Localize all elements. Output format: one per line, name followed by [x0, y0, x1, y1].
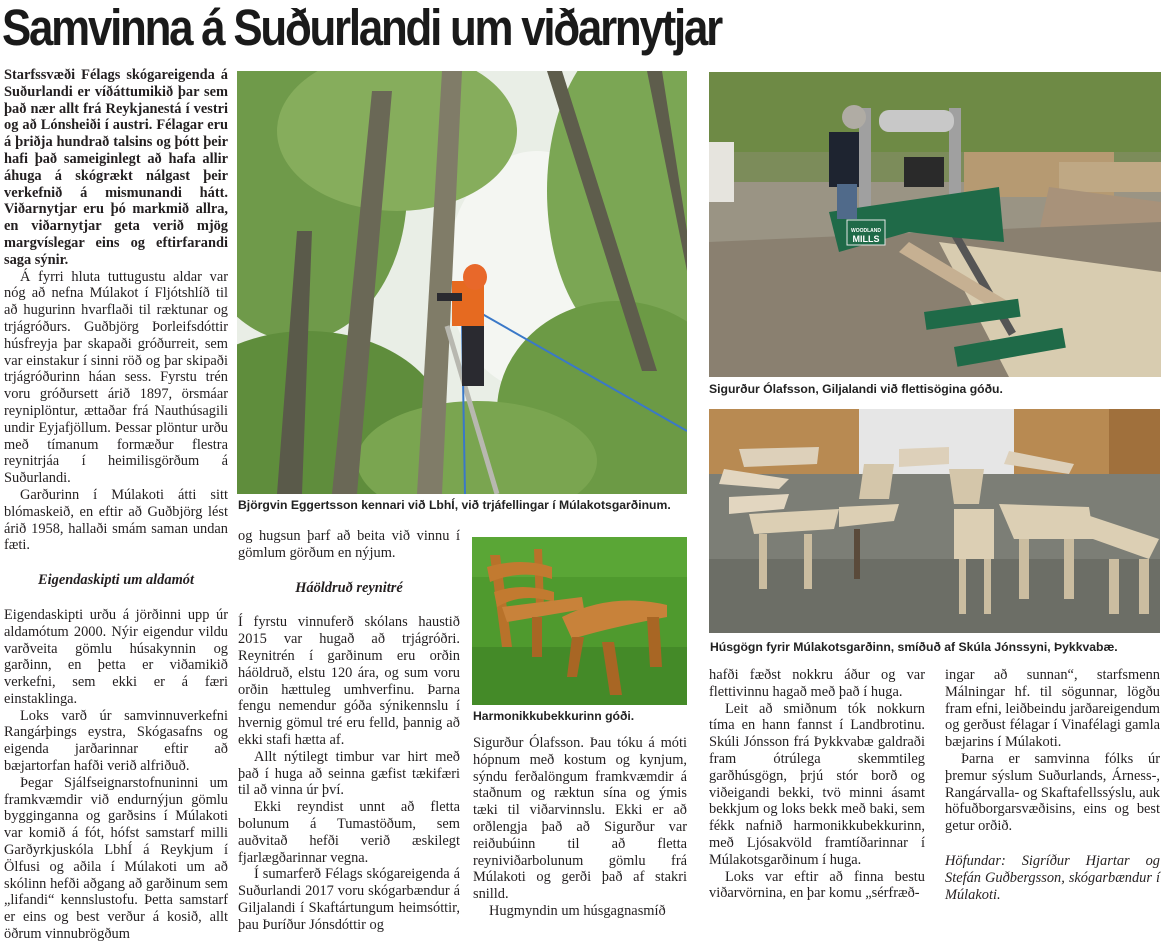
paragraph: Þarna er samvinna fólks úr þremur sýslum Suðurlands, Árness-, Rangárvalla- og Skaftafellssýslu, auk höfuðborgarsvæðisins, eins og best getur orðið.	[945, 750, 1161, 835]
subheading: Háöldruð reynitré	[295, 579, 403, 596]
harmonica-bench-photo	[472, 537, 687, 705]
sawmill-brand: MILLS	[852, 234, 880, 244]
paragraph: hafði fæðst nokkru áður og var flettivinnu hagað með það í huga.	[709, 667, 925, 700]
lead-paragraph: Starfssvæði Félags skógareigenda á Suðurlandi er víðáttumikið þar sem það nær allt frá Reykjanestá í vestri og að Lónsheiði í austri. Félagar eru á þriðja hundrað talsins og þótt þeir hafi það sameiginlegt að hafa allir áhuga á skógrækt nálgast þeir verkefnið á mismunandi hátt. Viðarnytjar eru þó markmið allra, en viðarnytjar geta verið mjög margvíslegar eins og eftirfarandi saga sýnir.	[4, 67, 228, 268]
paragraph: Garðurinn í Múlakoti átti sitt blómaskeið, en eftir að Guðbjörg lést árið 1958, hallaði smám saman undan fæti.	[4, 486, 228, 554]
caption-tree-photo: Björgvin Eggertsson kennari við LbhÍ, við trjáfellingar í Múlakotsgarðinum.	[238, 498, 671, 512]
paragraph: Ekki reyndist unnt að fletta bolunum á Tumastöðum, sem auðvitað hefði verið æskilegt fjarlægðarinnar vegna.	[238, 799, 460, 866]
paragraph: Loks varð úr samvinnuverkefni Rangárþings eystra, Skógasafns og eigenda jarðarinnar eftir að bæjartorfan hafði verið alfriðuð.	[4, 707, 228, 775]
paragraph: Loks var eftir að finna bestu viðarvörnina, en þar komu „sérfræð-	[709, 868, 925, 902]
sawmill-photo	[709, 72, 1161, 377]
paragraph: Allt nýtilegt timbur var hirt með það í huga að seinna gæfist tækifæri til að vinna úr því.	[238, 748, 460, 799]
caption-furniture-photo: Húsgögn fyrir Múlakotsgarðinn, smíðuð af Skúla Jónssyni, Þykkvabæ.	[710, 640, 1118, 654]
paragraph: ingar að sunnan“, starfsmenn Málningar hf. til sögunnar, lögðu fram efni, leiðbeindu jarðareigendum og gerðust félagar í Vinafélagi gamla bæjarins í Múlakoti.	[945, 667, 1160, 751]
column-3	[473, 735, 687, 920]
furniture-photo	[709, 409, 1160, 633]
tree-felling-photo	[237, 71, 687, 494]
article-title: Samvinna á Suðurlandi um viðarnytjar	[2, 0, 721, 56]
paragraph: Hugmyndin um húsgagnasmíð	[489, 902, 666, 919]
paragraph: Eigendaskipti urðu á jörðinni upp úr aldamótum 2000. Nýir eigendur vildu varðveita gömlu húsakynnin og garðinn, en þetta er viðamikið verkefni, sem ekki er á færi einstaklinga.	[4, 606, 228, 707]
caption-sawmill-photo: Sigurður Ólafsson, Giljalandi við flettisögina góðu.	[709, 382, 1003, 396]
paragraph: Í fyrstu vinnuferð skólans haustið 2015 var hugað að trjágróðri. Reynitrén í garðinum eru orðin háöldruð, elstu 120 ára, og sum voru orðin hættuleg umhverfinu. Þarna fengu nemendur góða sýnikennslu í hvernig gömul tré eru felld, þannig að ekki stafi hætta af.	[238, 614, 460, 748]
paragraph: Á fyrri hluta tuttugustu aldar var nóg að nefna Múlakot í Fljótshlíð til að hugurinn hvarflaði til ræktunar og trjágróðurs. Guðbjörg Þorleifsdóttir húsfreyja þar skapaði gróðurreit, sem var einstakur í sinni röð og þar skipaði trjágróðurinn háan sess. Fyrstu trén voru gróðursett árið 1897, örsmáar reyniplöntur, ættaðar frá Nauthúsagili undir Eyjafjöllum. Þessar plöntur urðu með tímanum formæður flestra reynitrjáa í heimilisgörðum á Suðurlandi.	[4, 268, 228, 487]
paragraph: Í sumarferð Félags skógareigenda á Suðurlandi 2017 voru skógarbændur á Giljalandi í Skaftártungum heimsóttir, þau Þuríður Jónsdóttir og	[238, 866, 460, 933]
paragraph: Sigurður Ólafsson. Þau tóku á móti hópnum með kostum og kynjum, sýndu ferðalöngum framkvæmdir á staðnum og ræktun sína og ýmis tæki til viðarvinnslu. Ekki er að orðlengja það að Sigurður var reiðubúinn til að fletta reyniviðarbolunum gömlu frá Múlakoti og gerði það af stakri snilld.	[473, 735, 687, 903]
caption-bench-photo: Harmonikkubekkurinn góði.	[473, 709, 635, 723]
sawmill-brand-top: WOODLAND	[851, 228, 881, 234]
column-2	[238, 528, 460, 934]
column-4	[709, 667, 925, 902]
paragraph: og hugsun þarf að beita við vinnu í gömlum görðum en nýjum.	[238, 528, 460, 561]
paragraph: Þegar Sjálfseignarstofnuninni um framkvæmdir við endurnýjun gömlu bygginganna og garðsins í Múlakoti var komið á fót, hófst samstarf milli Garðyrkjuskóla LbhÍ á Reykjum í Ölfusi og aðila í Múlakoti um að skólinn hefði aðgang að garðinum sem „lifandi“ kennslustofu. Þetta samstarf er eins og best verður á kosið, allt öðrum vinnubrögðum	[4, 774, 228, 943]
column-1	[4, 67, 228, 943]
column-5	[945, 667, 1160, 903]
author-byline: Höfundar: Sigríður Hjartar og Stefán Guðbergsson, skógarbændur í Múlakoti.	[945, 852, 1160, 903]
subheading: Eigendaskipti um aldamót	[38, 572, 194, 589]
paragraph: Leit að smiðnum tók nokkurn tíma en hann fannst í Landbrotinu. Skúli Jónsson frá Þykkvabæ galdraði fram ótrúlega skemmtileg garðhúsgögn, þrjú stór borð og viðeigandi bekki, tvö minni ásamt bekkjum og loks bekk með baki, sem fékk nafnið harmonikkubekkurinn, með Ljósakvöld framtíðarinnar í Múlakotsgarðinum í huga.	[709, 700, 925, 868]
